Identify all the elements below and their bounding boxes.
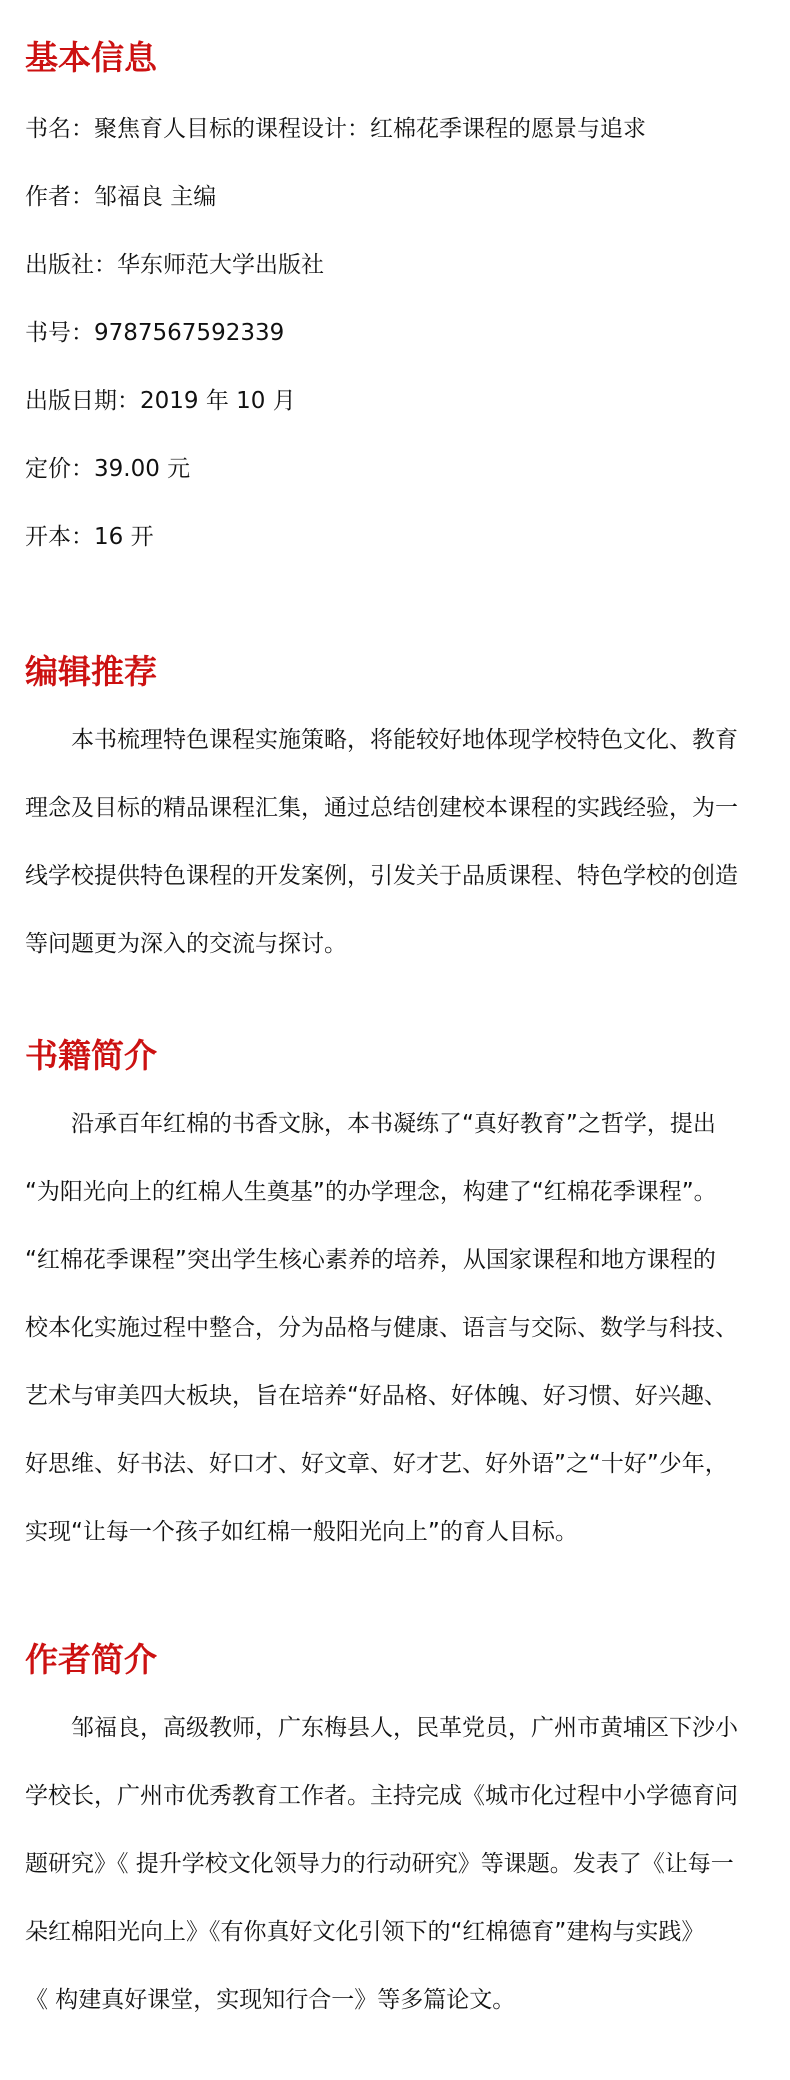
editor-recommend-heading: 编辑推荐 bbox=[25, 652, 157, 691]
paragraph-line: 实现“让每一个孩子如红棉一般阳光向上”的育人目标。 bbox=[25, 1519, 578, 1545]
info-publish-date: 出版日期：2019 年 10 月 bbox=[25, 388, 296, 414]
info-author: 作者：邹福良 主编 bbox=[25, 184, 217, 210]
paragraph-line: 题研究》《 提升学校文化领导力的行动研究》等课题。发表了《让每一 bbox=[25, 1851, 734, 1877]
paragraph-line: “为阳光向上的红棉人生奠基”的办学理念，构建了“红棉花季课程”。 bbox=[25, 1179, 717, 1205]
book-intro-paragraph bbox=[25, 1090, 770, 1566]
author-intro-paragraph bbox=[25, 1694, 770, 2034]
paragraph-line: 艺术与审美四大板块，旨在培养“好品格、好体魄、好习惯、好兴趣、 bbox=[25, 1383, 727, 1409]
book-intro-heading: 书籍简介 bbox=[25, 1036, 157, 1075]
info-price: 定价：39.00 元 bbox=[25, 456, 191, 482]
paragraph-line: 线学校提供特色课程的开发案例，引发关于品质课程、特色学校的创造 bbox=[25, 863, 738, 889]
paragraph-line: 学校长，广州市优秀教育工作者。主持完成《城市化过程中小学德育问 bbox=[25, 1783, 738, 1809]
paragraph-line: 好思维、好书法、好口才、好文章、好才艺、好外语”之“十好”少年， bbox=[25, 1451, 728, 1477]
paragraph-line: “红棉花季课程”突出学生核心素养的培养，从国家课程和地方课程的 bbox=[25, 1247, 716, 1273]
info-format: 开本：16 开 bbox=[25, 524, 154, 550]
paragraph-line: 等问题更为深入的交流与探讨。 bbox=[25, 931, 347, 957]
info-book-title: 书名：聚焦育人目标的课程设计：红棉花季课程的愿景与追求 bbox=[25, 116, 646, 142]
basic-info-heading: 基本信息 bbox=[25, 38, 157, 77]
editor-recommend-paragraph bbox=[25, 706, 770, 978]
paragraph-line: 《 构建真好课堂，实现知行合一》等多篇论文。 bbox=[25, 1987, 516, 2013]
info-publisher: 出版社：华东师范大学出版社 bbox=[25, 252, 324, 278]
paragraph-line: 理念及目标的精品课程汇集，通过总结创建校本课程的实践经验，为一 bbox=[25, 795, 738, 821]
paragraph-line: 邹福良，高级教师，广东梅县人，民革党员，广州市黄埔区下沙小 bbox=[71, 1715, 738, 1741]
info-isbn: 书号：9787567592339 bbox=[25, 320, 285, 346]
paragraph-line: 朵红棉阳光向上》《有你真好文化引领下的“红棉德育”建构与实践》 bbox=[25, 1919, 705, 1945]
author-intro-heading: 作者简介 bbox=[25, 1640, 157, 1679]
paragraph-line: 沿承百年红棉的书香文脉，本书凝练了“真好教育”之哲学，提出 bbox=[71, 1111, 716, 1137]
paragraph-line: 校本化实施过程中整合，分为品格与健康、语言与交际、数学与科技、 bbox=[25, 1315, 738, 1341]
paragraph-line: 本书梳理特色课程实施策略，将能较好地体现学校特色文化、教育 bbox=[71, 727, 738, 753]
